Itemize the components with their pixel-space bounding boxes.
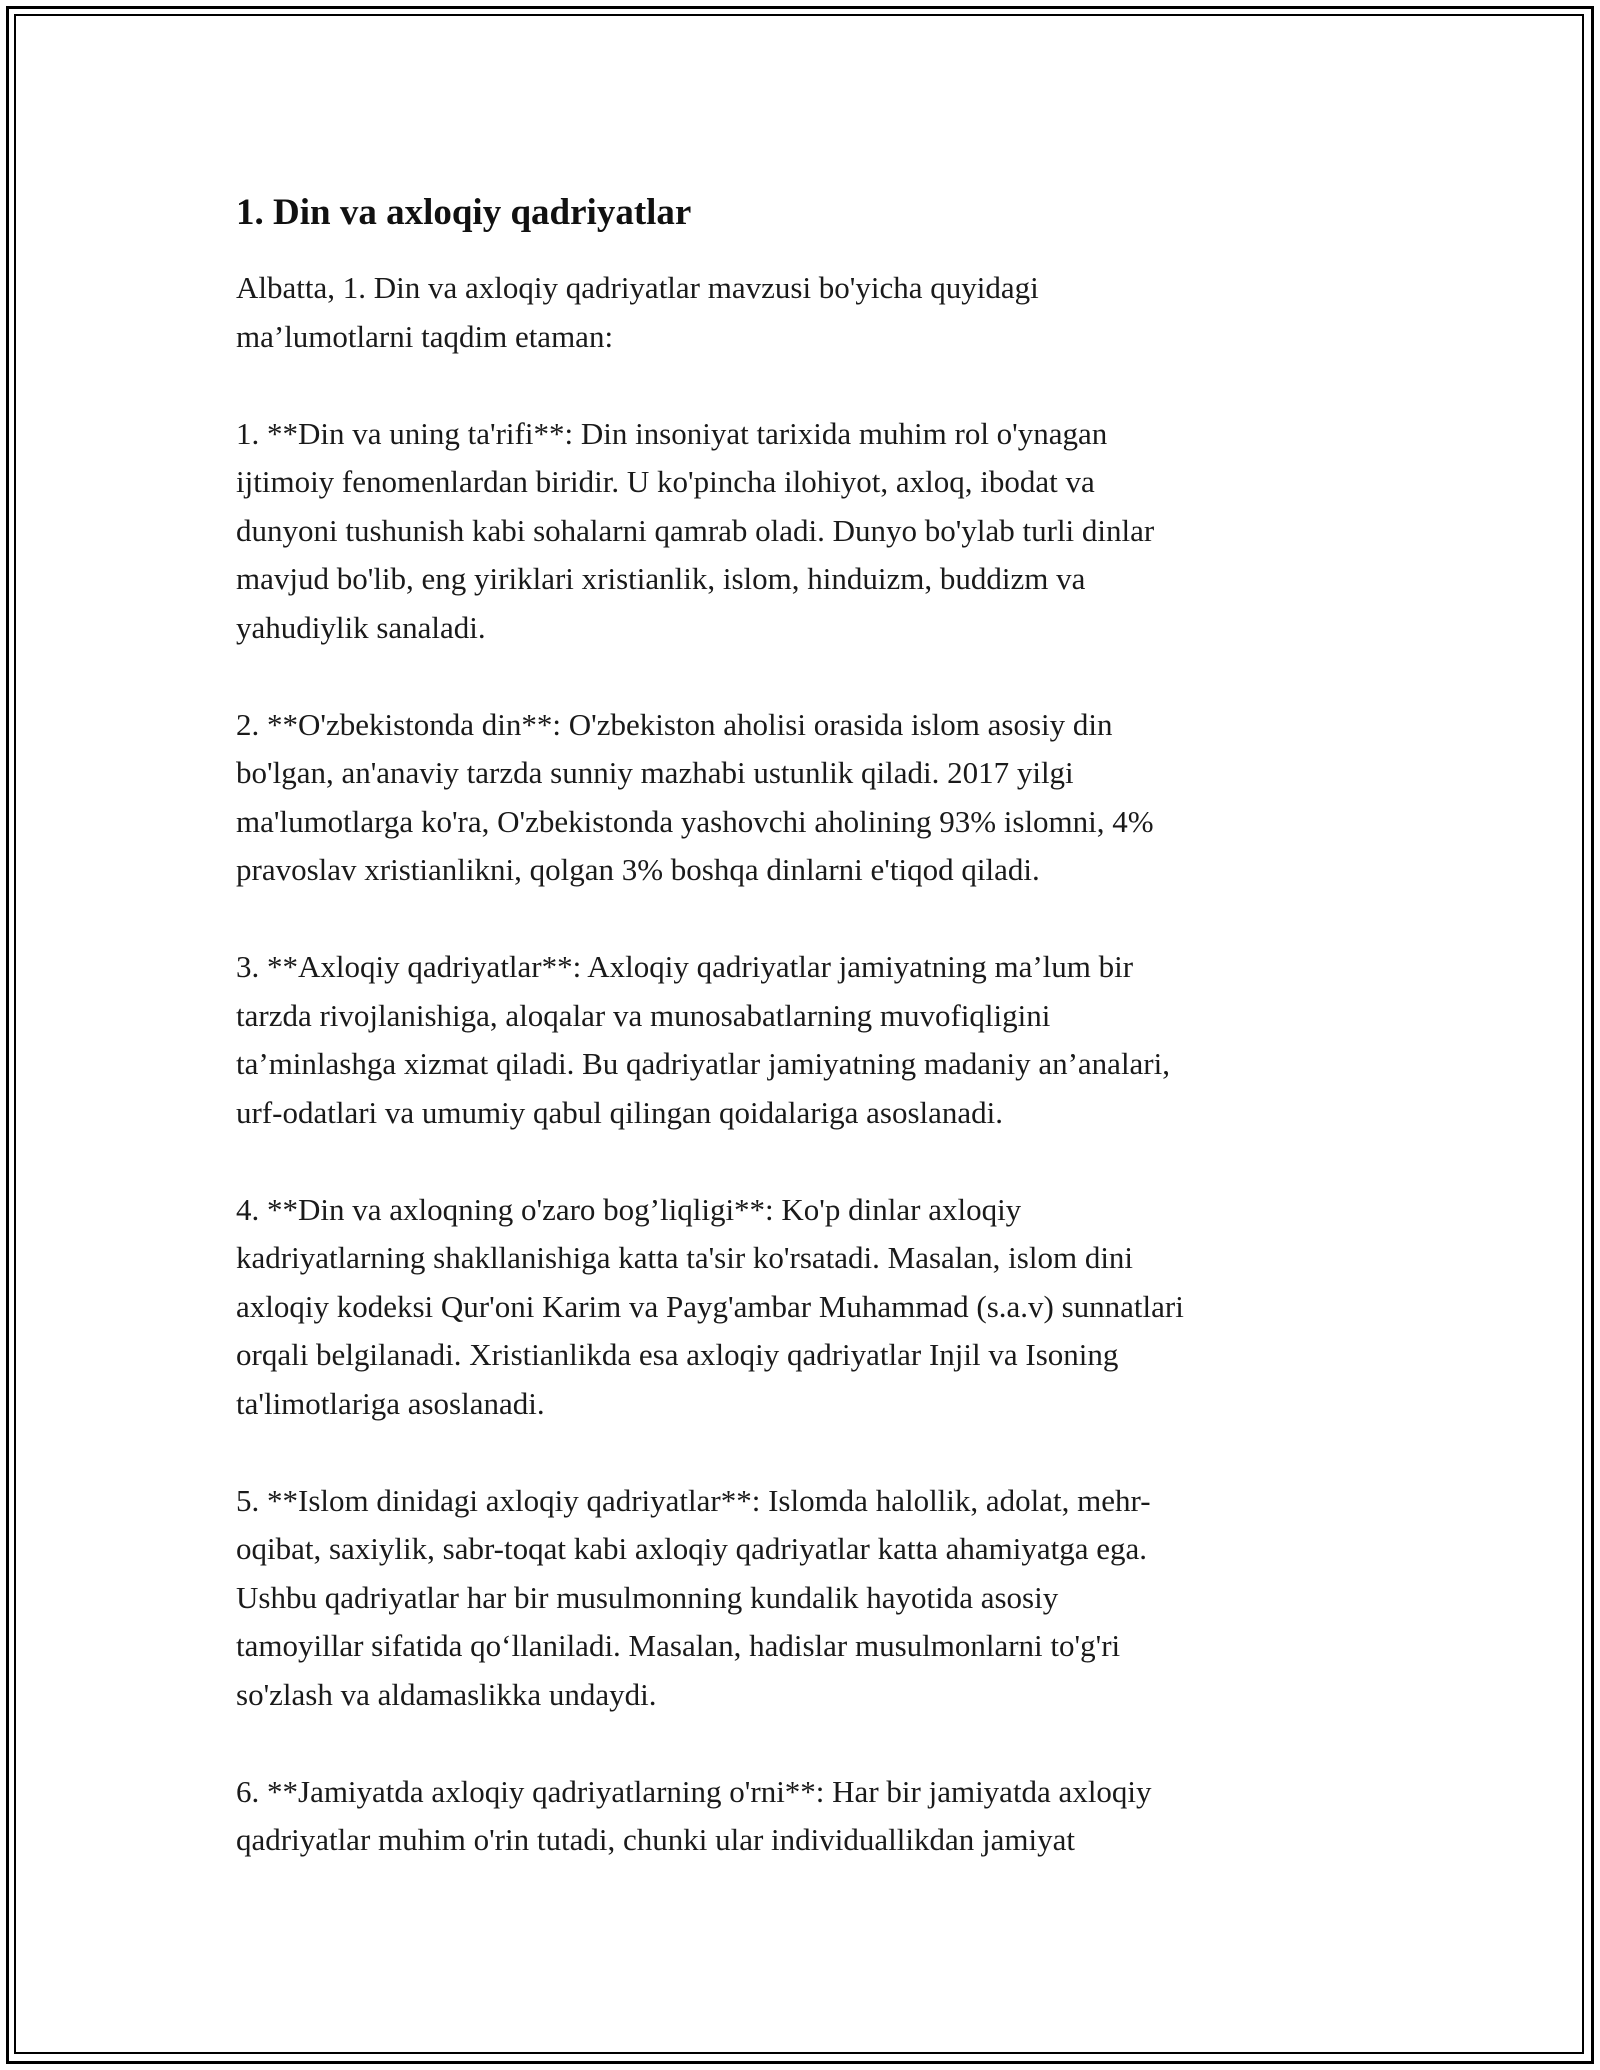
- document-body: [236, 188, 1386, 1913]
- document-title: 1. Din va axloqiy qadriyatlar: [236, 192, 692, 233]
- text-line: dunyoni tushunish kabi sohalarni qamrab oladi. Dunyo bo'ylab turli dinlar: [236, 512, 1155, 548]
- text-line: Albatta, 1. Din va axloqiy qadriyatlar mavzusi bo'yicha quyidagi: [236, 270, 1039, 305]
- text-line: oqibat, saxiylik, sabr-toqat kabi axloqiy qadriyatlar katta ahamiyatga ega.: [236, 1531, 1147, 1566]
- text-line: yahudiylik sanaladi.: [236, 609, 486, 645]
- paragraph-item-4: [236, 1186, 1386, 1429]
- text-line: urf-odatlari va umumiy qabul qilingan qoidalariga asoslanadi.: [236, 1094, 1004, 1130]
- text-line: 1. **Din va uning ta'rifi**: Din insoniyat tarixida muhim rol o'ynagan: [236, 415, 1108, 451]
- text-line: 4. **Din va axloqning o'zaro bog’liqligi**: Ko'p dinlar axloqiy: [236, 1191, 1022, 1227]
- text-line: so'zlash va aldamaslikka undaydi.: [236, 1676, 657, 1712]
- paragraph-item-1: [236, 410, 1386, 653]
- text-line: tarzda rivojlanishiga, aloqalar va munosabatlarning muvofiqligini: [236, 997, 1051, 1033]
- text-line: ta'limotlariga asoslanadi.: [236, 1385, 545, 1421]
- text-line: qadriyatlar muhim o'rin tutadi, chunki ular individuallikdan jamiyat: [236, 1822, 1075, 1857]
- text-line: mavjud bo'lib, eng yiriklari xristianlik, islom, hinduizm, buddizm va: [236, 561, 1086, 596]
- paragraph-item-3: [236, 943, 1386, 1137]
- paragraph-intro: [236, 264, 1386, 361]
- text-line: ta’minlashga xizmat qiladi. Bu qadriyatlar jamiyatning madaniy an’analari,: [236, 1046, 1170, 1081]
- text-line: kadriyatlarning shakllanishiga katta ta'sir ko'rsatadi. Masalan, islom dini: [236, 1240, 1134, 1275]
- text-line: orqali belgilanadi. Xristianlikda esa axloqiy qadriyatlar Injil va Isoning: [236, 1337, 1119, 1372]
- text-line: ma’lumotlarni taqdim etaman:: [236, 318, 614, 354]
- text-line: 6. **Jamiyatda axloqiy qadriyatlarning o'rni**: Har bir jamiyatda axloqiy: [236, 1773, 1152, 1809]
- text-line: 2. **O'zbekistonda din**: O'zbekiston aholisi orasida islom asosiy din: [236, 706, 1113, 742]
- paragraph-item-6: [236, 1768, 1386, 1865]
- text-line: ijtimoiy fenomenlardan biridir. U ko'pincha ilohiyot, axloq, ibodat va: [236, 464, 1095, 499]
- text-line: bo'lgan, an'anaviy tarzda sunniy mazhabi ustunlik qiladi. 2017 yilgi: [236, 755, 1074, 790]
- text-line: pravoslav xristianlikni, qolgan 3% boshqa dinlarni e'tiqod qiladi.: [236, 852, 1040, 887]
- text-line: tamoyillar sifatida qo‘llaniladi. Masalan, hadislar musulmonlarni to'g'ri: [236, 1628, 1121, 1663]
- text-line: axloqiy kodeksi Qur'oni Karim va Payg'ambar Muhammad (s.a.v) sunnatlari: [236, 1288, 1184, 1324]
- text-line: 3. **Axloqiy qadriyatlar**: Axloqiy qadriyatlar jamiyatning ma’lum bir: [236, 949, 1134, 984]
- text-line: Ushbu qadriyatlar har bir musulmonning kundalik hayotida asosiy: [236, 1579, 1059, 1615]
- text-line: ma'lumotlarga ko'ra, O'zbekistonda yashovchi aholining 93% islomni, 4%: [236, 803, 1154, 839]
- text-line: 5. **Islom dinidagi axloqiy qadriyatlar**: Islomda halollik, adolat, mehr-: [236, 1482, 1151, 1518]
- paragraph-item-5: [236, 1477, 1386, 1720]
- paragraph-item-2: [236, 701, 1386, 895]
